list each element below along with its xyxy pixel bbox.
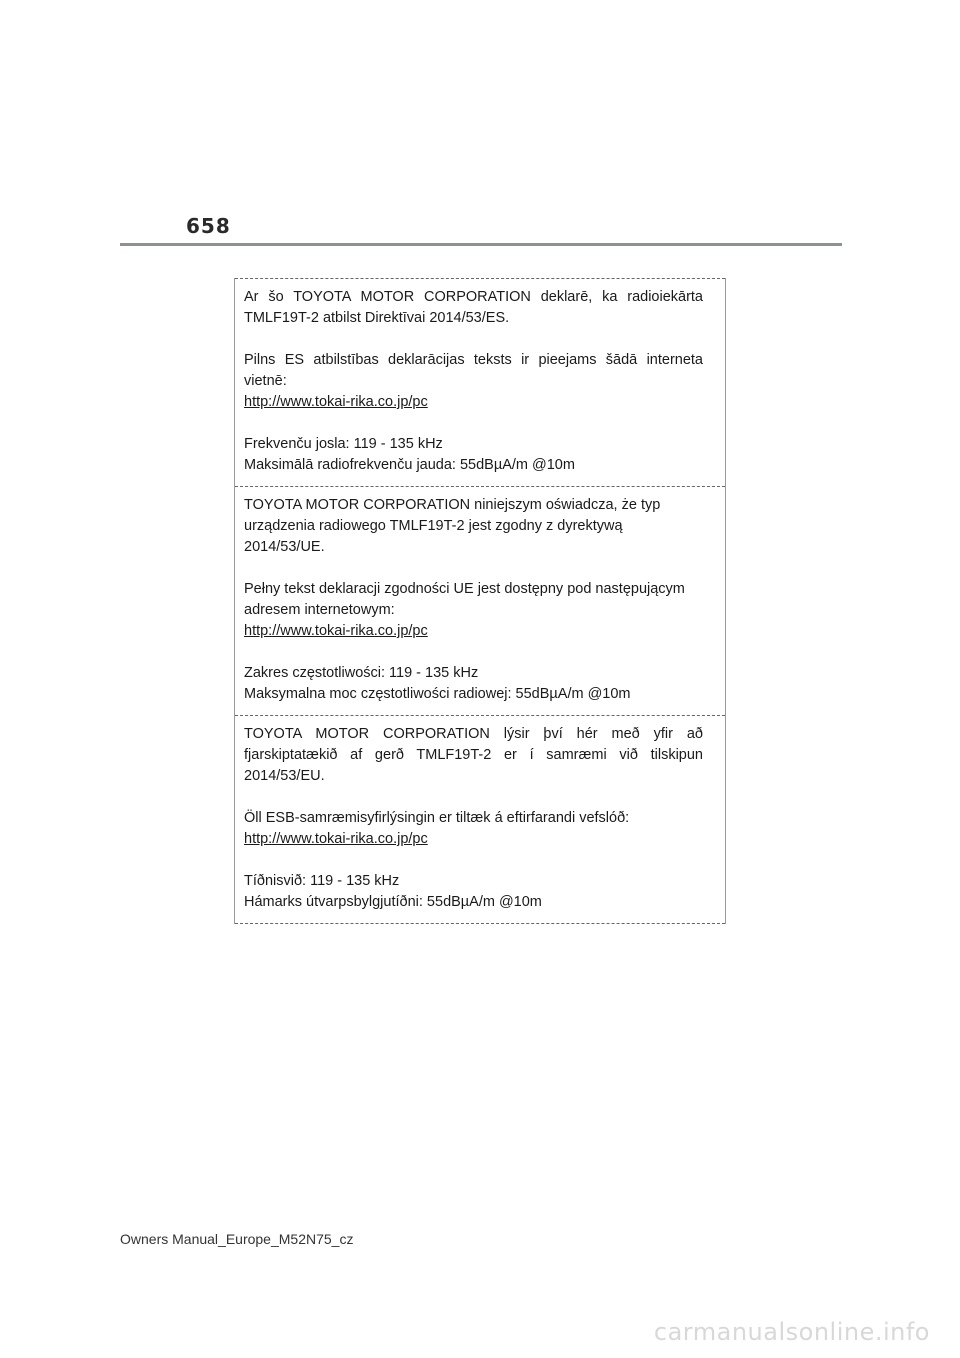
page-number: 658 xyxy=(186,214,231,238)
max-power: Hámarks útvarpsbylgjutíðni: 55dBµA/m @10m xyxy=(244,894,542,910)
full-text-note: Öll ESB-samræmisyfirlýsingin er tiltæk á eftirfarandi vefslóð: xyxy=(244,810,630,826)
frequency-band: Tíðnisvið: 119 - 135 kHz xyxy=(244,873,400,889)
max-power: Maksimālā radiofrekvenču jauda: 55dBµA/m @10m xyxy=(244,457,575,473)
watermark: carmanualsonline.info xyxy=(653,1318,930,1346)
document-footer: Owners Manual_Europe_M52N75_cz xyxy=(120,1231,354,1247)
frequency-band: Frekvenču josla: 119 - 135 kHz xyxy=(244,436,443,452)
declaration-section-icelandic xyxy=(235,715,725,924)
full-text-note: Pełny tekst deklaracji zgodności UE jest dostępny pod następującym adresem internetowym: xyxy=(244,581,685,618)
declaration-panel xyxy=(234,278,726,924)
frequency-band: Zakres częstotliwości: 119 - 135 kHz xyxy=(244,665,479,681)
max-power: Maksymalna moc częstotliwości radiowej: 55dBµA/m @10m xyxy=(244,686,631,702)
header-divider xyxy=(120,243,842,246)
declaration-section-latvian xyxy=(235,278,725,486)
declaration-section-polish xyxy=(235,486,725,715)
declaration-url-link[interactable]: http://www.tokai-rika.co.jp/pc xyxy=(244,394,428,410)
full-text-note: Pilns ES atbilstības deklarācijas teksts ir pieejams šādā interneta vietnē: xyxy=(244,352,703,389)
declaration-text: Ar šo TOYOTA MOTOR CORPORATION deklarē, ka radioiekārta TMLF19T-2 atbilst Direktīvai 2014/53/ES. xyxy=(244,289,703,326)
declaration-text: TOYOTA MOTOR CORPORATION niniejszym oświadcza, że typ urządzenia radiowego TMLF19T-2 jest zgodny z dyrektywą 2014/53/UE. xyxy=(244,497,661,555)
declaration-url-link[interactable]: http://www.tokai-rika.co.jp/pc xyxy=(244,831,428,847)
declaration-text: TOYOTA MOTOR CORPORATION lýsir því hér með yfir að fjarskiptatækið af gerð TMLF19T-2 er í samræmi við tilskipun 2014/53/EU. xyxy=(244,726,703,784)
declaration-url-link[interactable]: http://www.tokai-rika.co.jp/pc xyxy=(244,623,428,639)
